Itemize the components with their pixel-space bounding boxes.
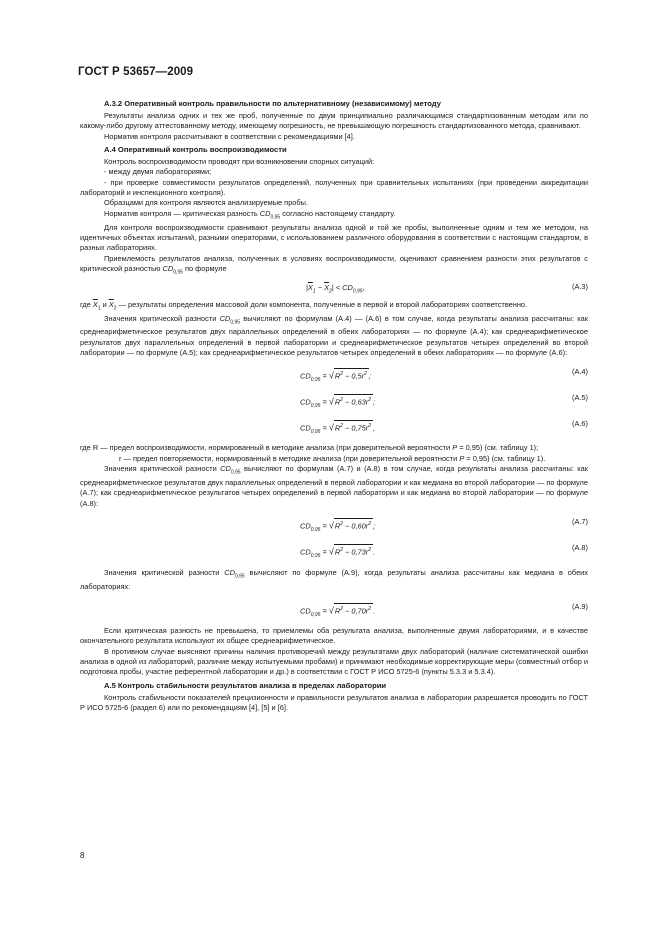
formula-number: (А.9) — [571, 602, 588, 612]
document-header: ГОСТ Р 53657—2009 — [78, 66, 194, 78]
formula-a3 — [80, 281, 588, 297]
paragraph: Значения критической разности $CD_{0,95}$ вычисляют по формуле (А.9), когда результаты анализа рассчитаны как медиана в обеих лабораториях: — [80, 567, 588, 591]
formula-expression: $CD_{0,95} = √R^2 - 0,70r^2$ . — [300, 603, 375, 620]
formula-number: (А.7) — [571, 516, 588, 526]
paragraph: Если критическая разность не превышена, то приемлемы оба результата анализа, выполненные двумя лабораториями, и в качестве окончательного результата используют их общее среднеарифметическое. — [80, 626, 588, 646]
paragraph: Для контроля воспроизводимости сравнивают результаты анализа одной и той же пробы, выполненные одним и тем же методом, на идентичных объектах испытаний, разными операторами, с использованием различного оборудования в соответствии с настоящим стандартом, в разных лабораториях. — [80, 222, 588, 253]
definition-r: r — предел повторяемости, нормированный в методике анализа (при доверительной вероятности P = 0,95) (см. таблицу 1). — [119, 453, 546, 463]
list-item: - между двумя лабораториями; — [104, 167, 212, 177]
paragraph: где $\overline{X}_1$ и $\overline{X}_2$ — результаты определения массовой доли компонента, полученные в первой и второй лабораториях соответственно. — [80, 299, 528, 312]
paragraph: Значения критической разности $CD_{0,95}$ вычисляют по формулам (А.7) и (А.8) в том случае, когда результаты анализа рассчитаны: как среднеарифметическое результатов двух параллельных определений в первой лаборатории и как медиана во второй лаборатории — по формуле (А.7); как среднеарифметическое результатов четырех определений в первой лаборатории и как медиана во второй лаборатории — по формуле (А.8): — [80, 464, 589, 508]
formula-number: (А.4) — [571, 367, 588, 377]
formula-a7 — [80, 516, 588, 532]
formula-number: (А.3) — [571, 281, 588, 291]
formula-number: (А.5) — [571, 393, 588, 403]
formula-a4 — [80, 366, 588, 382]
formula-a8 — [80, 542, 588, 558]
formula-expression: $CD_{0,95} = √R^2 - 0,60r^2$ ; — [300, 518, 375, 535]
section-a4-heading: А.4 Оперативный контроль воспроизводимости — [104, 145, 287, 155]
formula-a6 — [80, 418, 588, 434]
formula-expression: $CD_{0,95} = √R^2 - 0,73r^2$ . — [300, 544, 375, 561]
paragraph: Норматив контроля — критическая разность $CD_{0,95}$ согласно настоящему стандарту. — [104, 208, 396, 221]
formula-expression: $|\overline{X}_1 - \overline{X}_2| < CD_{0,95}$, — [306, 282, 365, 295]
paragraph: Контроль воспроизводимости проводят при возникновении спорных ситуаций: — [104, 157, 375, 167]
section-a5-heading: А.5 Контроль стабильности результатов анализа в пределах лаборатории — [104, 680, 387, 690]
formula-number: (А.8) — [571, 542, 588, 552]
paragraph: Контроль стабильности показателей прецизионности и правильности результатов анализа в лаборатории разрешается проводить по ГОСТ Р ИСО 5725-6 (раздел 6) или по рекомендациям [4], [5] и [6]. — [80, 692, 588, 713]
formula-number: (А.6) — [571, 419, 588, 429]
formula-a9 — [80, 601, 588, 617]
formula-expression: $CD_{0,95} = √R^2 - 0,5r^2$ ; — [300, 368, 371, 385]
page-number: 8 — [80, 851, 85, 860]
paragraph: Значения критической разности $CD_{0,95}$ вычисляют по формулам (А.4) — (А.6) в том случае, когда результаты анализа рассчитаны: как среднеарифметическое результатов двух параллельных определений в обеих лабораториях — по формуле (А.4); как среднеарифметическое результатов двух параллельных определений в первой лаборатории и среднеарифметическое результатов четырех определений во второй лаборатории — по формуле (А.5); как среднеарифметическое результатов четырех определений в обеих лабораториях — по формуле (А.6): — [80, 313, 588, 358]
paragraph: Образцами для контроля являются анализируемые пробы. — [104, 198, 309, 208]
formula-a5 — [80, 392, 588, 408]
paragraph: Приемлемость результатов анализа, полученных в условиях воспроизводимости, оценивают сравнением разности этих результатов с критической разностью $CD_{0,95}$ по формуле — [80, 253, 588, 276]
formula-expression: $CD_{0,95} = √R^2 - 0,75r^2$ , — [300, 420, 375, 437]
list-item: - при проверке совместимости результатов определений, полученных при сравнительных испытаниях (при проведении аккредитации лабораторий и инспекционного контроля). — [80, 177, 588, 198]
section-a32-heading: А.3.2 Оперативный контроль правильности по альтернативному (независимому) методу — [104, 99, 441, 108]
definition-R: где R — предел воспроизводимости, нормированный в методике анализа (при доверительной вероятности P = 0,95) (см. таблицу 1); — [80, 443, 539, 453]
paragraph: Результаты анализа одних и тех же проб, полученные по двум принципиально различающимся стандартизованным методам или по какому-либо другому аттестованному методу, имеющему погрешность, не превышающую погрешность стандартизованного метода, сравнивают. — [80, 111, 588, 131]
paragraph: В противном случае выясняют причины наличия противоречий между результатами двух лабораторий (наличие систематической ошибки анализа в одной из лабораторий, различие между испытуемыми пробами) и принимают необходимые корректирующие меры (совместный отбор и подготовка пробы, участие референтной лаборатории и др.) в соответствии с ГОСТ Р ИСО 5725-6 (пункты 5.3.3 и 5.3.4). — [80, 646, 588, 677]
formula-expression: $CD_{0,95} = √R^2 - 0,63r^2$ ; — [300, 394, 375, 411]
paragraph: Норматив контроля рассчитывают в соответствии с рекомендациями [4]. — [104, 131, 355, 141]
page-content — [80, 98, 588, 714]
